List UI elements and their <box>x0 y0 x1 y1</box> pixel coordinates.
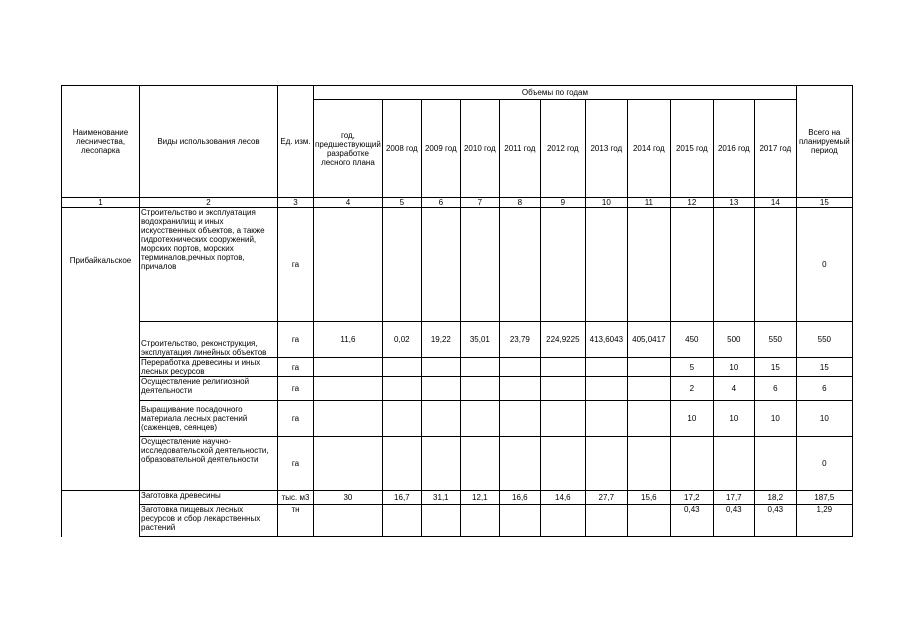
year-value: 35,01 <box>460 322 499 358</box>
year-value <box>540 377 585 401</box>
header-unit: Ед. изм. <box>278 86 314 198</box>
year-value <box>585 358 627 377</box>
year-value <box>421 358 460 377</box>
year-value <box>627 208 670 322</box>
forest-plan-table <box>61 85 853 537</box>
unit: га <box>278 208 314 322</box>
table-row <box>62 208 853 322</box>
year-value: 30 <box>314 491 383 505</box>
usage-type: Выращивание посадочного материала лесных растений (саженцев, сеянцев) <box>140 401 278 437</box>
year-value: 19,22 <box>421 322 460 358</box>
year-value <box>382 437 421 491</box>
year-value <box>314 358 383 377</box>
column-number: 4 <box>314 198 383 208</box>
header-total: Всего на планируемый период <box>796 86 852 198</box>
year-value: 500 <box>713 322 754 358</box>
year-value <box>540 505 585 537</box>
year-value <box>540 358 585 377</box>
year-value <box>499 358 540 377</box>
forestry-name-empty <box>62 491 140 537</box>
total-value: 1,29 <box>796 505 852 537</box>
year-value: 224,9225 <box>540 322 585 358</box>
year-value <box>670 208 713 322</box>
unit: га <box>278 377 314 401</box>
year-value <box>314 437 383 491</box>
header-year-prior: год, предшествующий разработке лесного плана <box>314 100 383 198</box>
total-value: 15 <box>796 358 852 377</box>
year-value: 6 <box>754 377 796 401</box>
column-number: 7 <box>460 198 499 208</box>
year-value <box>627 505 670 537</box>
unit: га <box>278 322 314 358</box>
unit: га <box>278 358 314 377</box>
year-value <box>585 505 627 537</box>
year-value: 17,7 <box>713 491 754 505</box>
year-value: 10 <box>754 401 796 437</box>
year-value: 31,1 <box>421 491 460 505</box>
year-value <box>499 505 540 537</box>
year-value: 15 <box>754 358 796 377</box>
year-value <box>754 208 796 322</box>
year-value <box>540 401 585 437</box>
usage-type: Строительство и эксплуатация водохранилищ и иных искусственных объектов, а также гидротехнических сооружений, морских портов, морских терминалов,речных портов, причалов <box>140 208 278 322</box>
year-value <box>670 437 713 491</box>
column-number: 12 <box>670 198 713 208</box>
header-volumes-by-year: Объемы по годам <box>314 86 797 100</box>
year-value: 18,2 <box>754 491 796 505</box>
column-number: 11 <box>627 198 670 208</box>
column-number: 14 <box>754 198 796 208</box>
year-value <box>627 377 670 401</box>
year-value <box>499 208 540 322</box>
year-value: 2 <box>670 377 713 401</box>
header-year: 2016 год <box>713 100 754 198</box>
usage-type: Переработка древесины и иных лесных ресурсов <box>140 358 278 377</box>
column-number: 10 <box>585 198 627 208</box>
header-year: 2017 год <box>754 100 796 198</box>
column-number: 2 <box>140 198 278 208</box>
column-number: 6 <box>421 198 460 208</box>
header-year: 2008 год <box>382 100 421 198</box>
year-value: 23,79 <box>499 322 540 358</box>
table-row <box>62 358 853 377</box>
year-value <box>540 437 585 491</box>
year-value: 15,6 <box>627 491 670 505</box>
year-value <box>382 505 421 537</box>
year-value <box>499 437 540 491</box>
table-row <box>62 491 853 505</box>
year-value <box>314 208 383 322</box>
table-row <box>62 377 853 401</box>
year-value: 27,7 <box>585 491 627 505</box>
column-number-row <box>62 198 853 208</box>
unit: га <box>278 401 314 437</box>
usage-type: Осуществление религиозной деятельности <box>140 377 278 401</box>
table-row <box>62 505 853 537</box>
year-value: 10 <box>713 401 754 437</box>
year-value <box>421 377 460 401</box>
unit: тн <box>278 505 314 537</box>
year-value <box>499 377 540 401</box>
header-usage: Виды использования лесов <box>140 86 278 198</box>
total-value: 0 <box>796 208 852 322</box>
column-number: 15 <box>796 198 852 208</box>
year-value <box>585 437 627 491</box>
table-row <box>62 401 853 437</box>
year-value <box>713 208 754 322</box>
year-value <box>585 208 627 322</box>
year-value: 450 <box>670 322 713 358</box>
total-value: 0 <box>796 437 852 491</box>
year-value <box>421 505 460 537</box>
year-value <box>460 377 499 401</box>
year-value <box>382 401 421 437</box>
year-value <box>460 401 499 437</box>
year-value: 14,6 <box>540 491 585 505</box>
header-year: 2010 год <box>460 100 499 198</box>
total-value: 187,5 <box>796 491 852 505</box>
column-number: 13 <box>713 198 754 208</box>
total-value: 10 <box>796 401 852 437</box>
year-value <box>460 358 499 377</box>
year-value: 16,6 <box>499 491 540 505</box>
year-value <box>382 358 421 377</box>
usage-type: Заготовка древесины <box>140 491 278 505</box>
year-value <box>382 377 421 401</box>
year-value <box>627 401 670 437</box>
year-value: 5 <box>670 358 713 377</box>
year-value <box>460 437 499 491</box>
header-year: 2015 год <box>670 100 713 198</box>
column-number: 1 <box>62 198 140 208</box>
year-value: 10 <box>670 401 713 437</box>
year-value <box>585 401 627 437</box>
year-value <box>421 208 460 322</box>
forestry-name: Прибайкальское <box>62 208 140 491</box>
year-value <box>421 437 460 491</box>
header-year: 2013 год <box>585 100 627 198</box>
year-value: 413,6043 <box>585 322 627 358</box>
column-number: 9 <box>540 198 585 208</box>
usage-type: Заготовка пищевых лесных ресурсов и сбор лекарственных растений <box>140 505 278 537</box>
year-value <box>713 437 754 491</box>
year-value <box>314 505 383 537</box>
year-value <box>499 401 540 437</box>
table-row <box>62 322 853 358</box>
usage-type: Строительство, реконструкция, эксплуатация линейных объектов <box>140 322 278 358</box>
year-value: 17,2 <box>670 491 713 505</box>
column-number: 3 <box>278 198 314 208</box>
year-value: 0,02 <box>382 322 421 358</box>
year-value: 405,0417 <box>627 322 670 358</box>
year-value <box>460 208 499 322</box>
year-value <box>540 208 585 322</box>
year-value: 10 <box>713 358 754 377</box>
column-number: 5 <box>382 198 421 208</box>
column-number: 8 <box>499 198 540 208</box>
header-year: 2009 год <box>421 100 460 198</box>
year-value <box>460 505 499 537</box>
year-value <box>314 377 383 401</box>
year-value: 0,43 <box>670 505 713 537</box>
year-value: 4 <box>713 377 754 401</box>
year-value: 16,7 <box>382 491 421 505</box>
unit: тыс. м3 <box>278 491 314 505</box>
total-value: 6 <box>796 377 852 401</box>
year-value: 0,43 <box>754 505 796 537</box>
year-value: 11,6 <box>314 322 383 358</box>
total-value: 550 <box>796 322 852 358</box>
header-year: 2011 год <box>499 100 540 198</box>
year-value <box>585 377 627 401</box>
year-value <box>627 437 670 491</box>
year-value <box>754 437 796 491</box>
year-value <box>627 358 670 377</box>
year-value <box>314 401 383 437</box>
year-value <box>421 401 460 437</box>
year-value: 550 <box>754 322 796 358</box>
year-value <box>382 208 421 322</box>
header-year: 2014 год <box>627 100 670 198</box>
year-value: 12,1 <box>460 491 499 505</box>
year-value: 0,43 <box>713 505 754 537</box>
usage-type: Осуществление научно-исследовательской деятельности, образовательной деятельности <box>140 437 278 491</box>
unit: га <box>278 437 314 491</box>
header-year: 2012 год <box>540 100 585 198</box>
header-forestry: Наименование лесничества, лесопарка <box>62 86 140 198</box>
table-row <box>62 437 853 491</box>
